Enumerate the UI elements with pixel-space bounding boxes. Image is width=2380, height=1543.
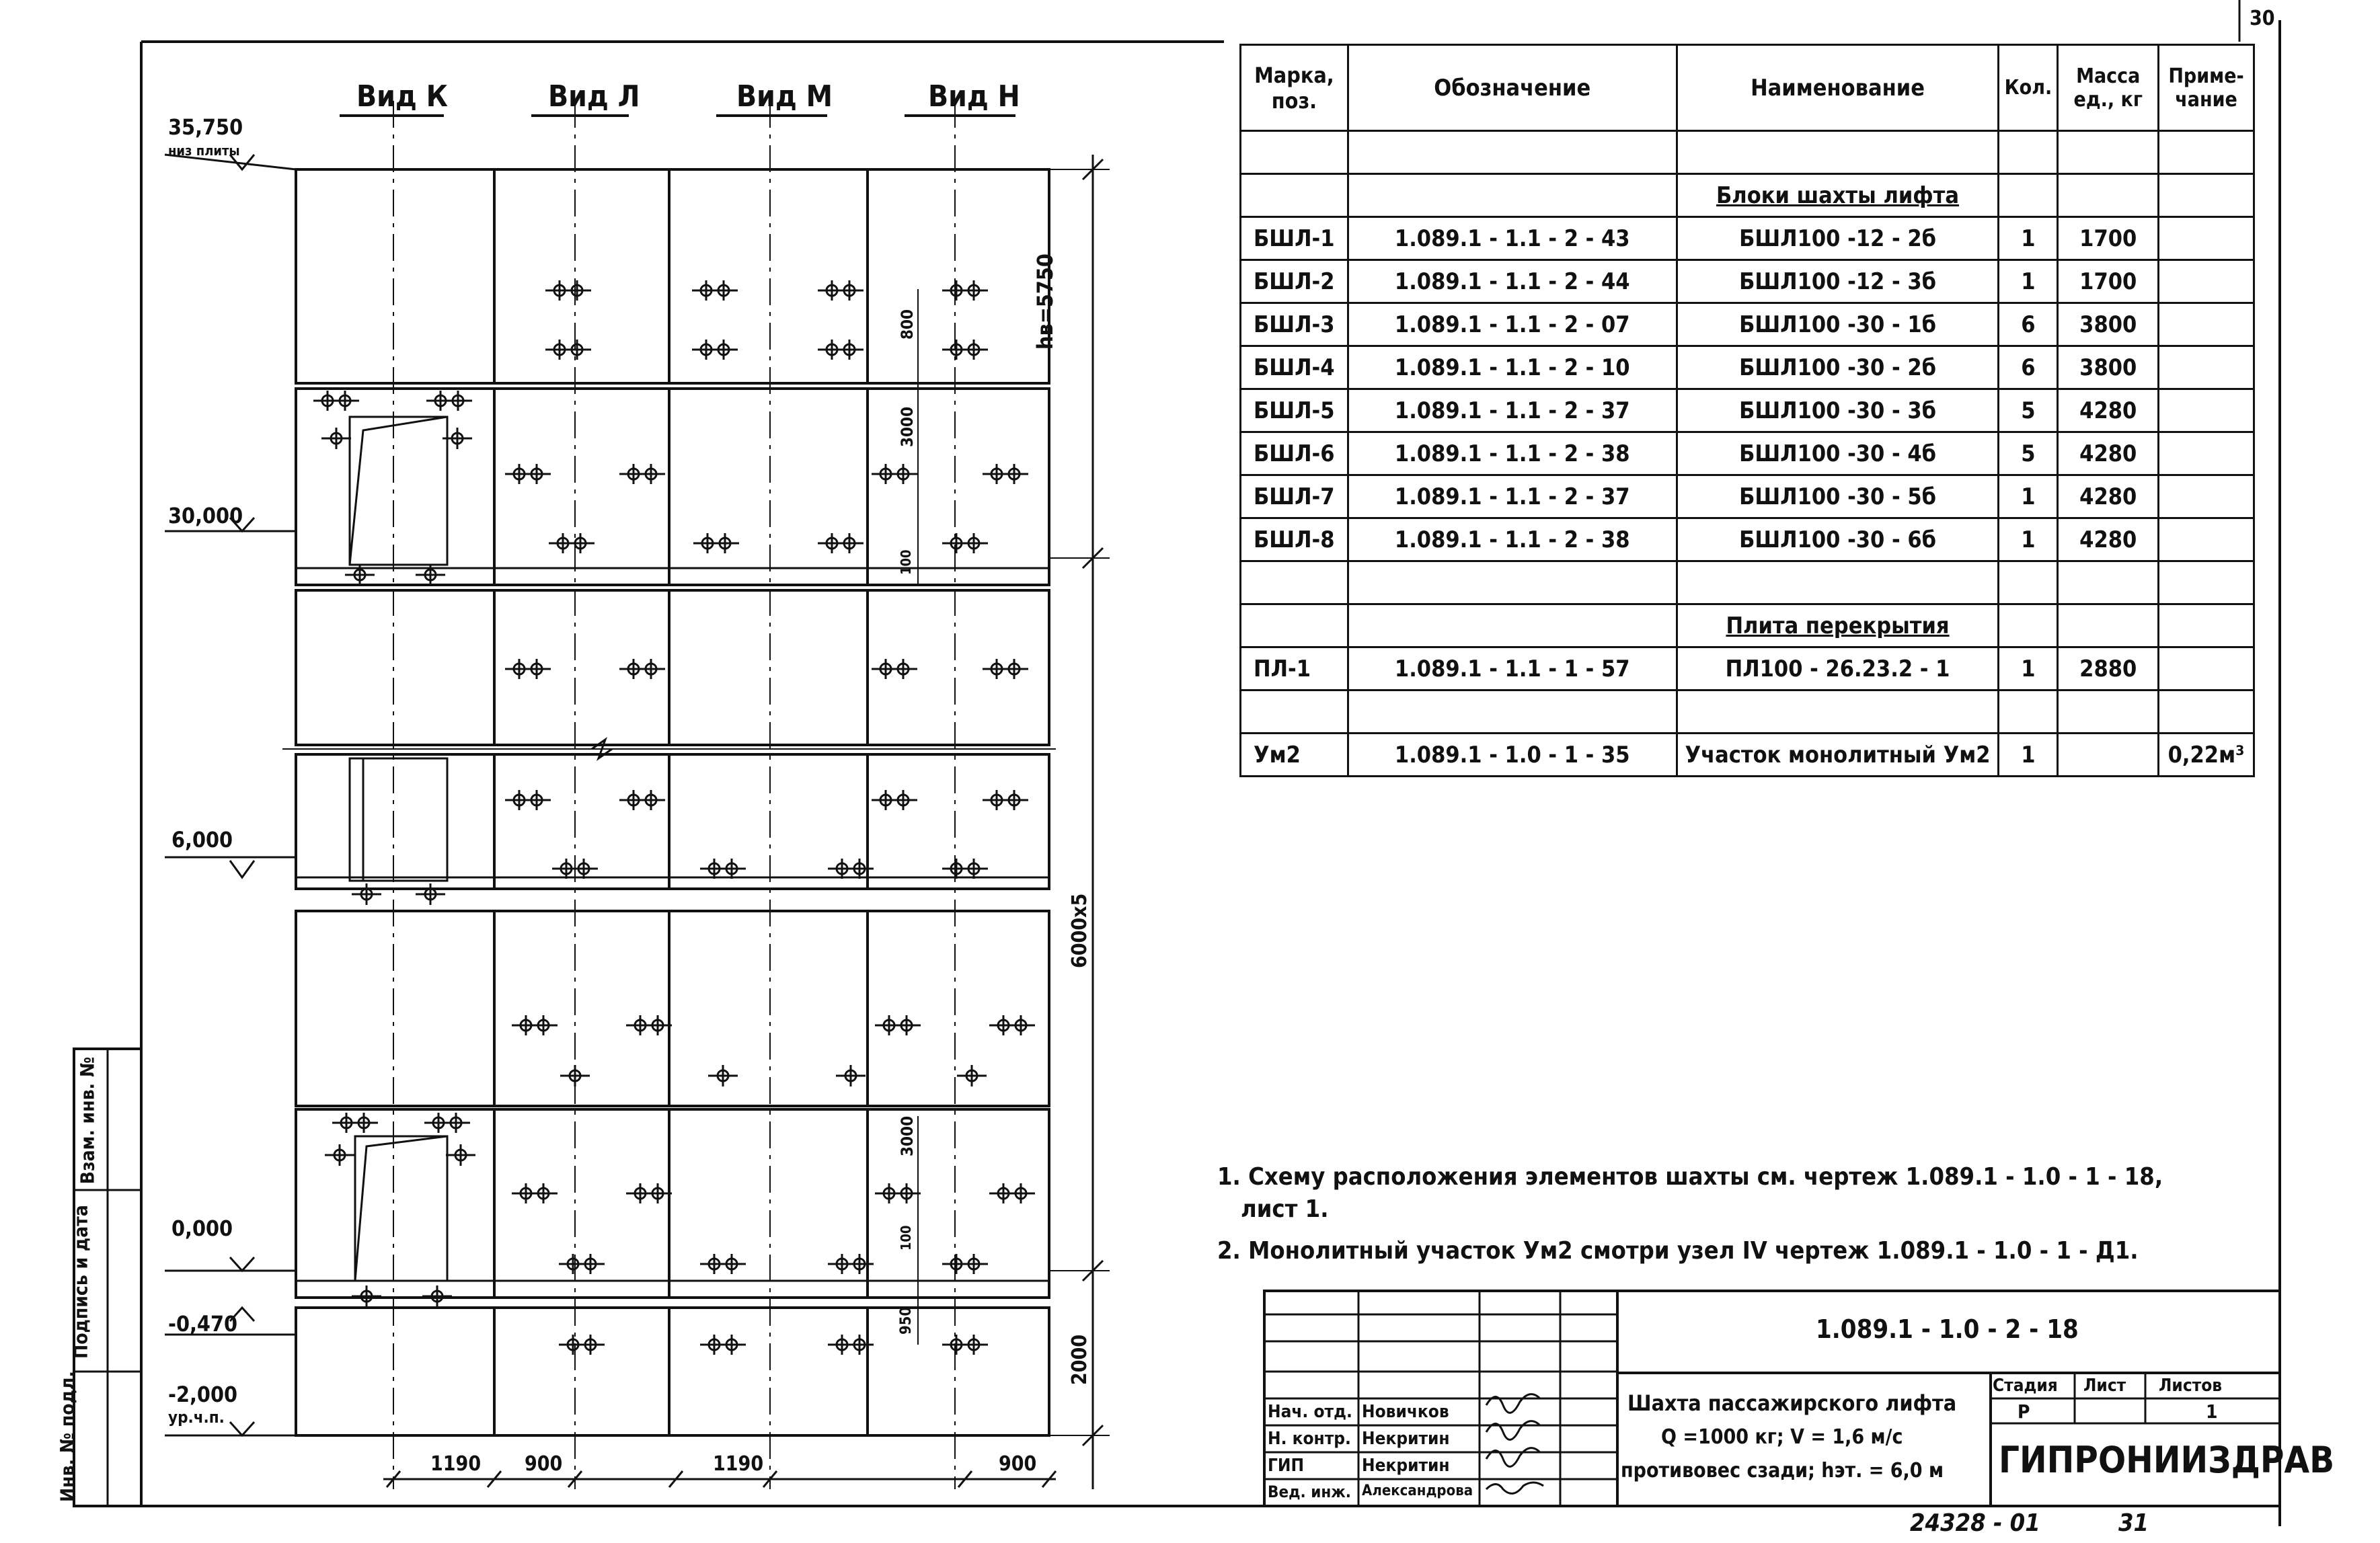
spec-cell: 1.089.1 - 1.1 - 2 - 38: [1348, 432, 1677, 475]
dim-bottom-2: 900: [525, 1452, 563, 1476]
title-line-1: Шахта пассажирского лифта: [1627, 1390, 1957, 1416]
sheet-corner-number: 30: [2250, 7, 2275, 30]
stage-value: Р: [2018, 1400, 2030, 1423]
spec-cell: 5: [1999, 389, 2058, 432]
note-1: 1. Схему расположения элементов шахты см. чертеж 1.089.1 - 1.0 - 1 - 18,: [1217, 1163, 2163, 1191]
title-line-3: противовес сзади; hэт. = 6,0 м: [1621, 1459, 1944, 1482]
signer-1-role: Нач. отд.: [1268, 1402, 1352, 1422]
dim-950: 950: [898, 1306, 915, 1335]
spec-cell: 1.089.1 - 1.1 - 2 - 10: [1348, 346, 1677, 389]
signer-1-name: Новичков: [1362, 1402, 1449, 1422]
spec-cell: 4280: [2058, 432, 2159, 475]
spec-cell: БШЛ100 -30 - 4б: [1677, 432, 1999, 475]
sheet-label: Лист: [2083, 1376, 2126, 1396]
view-title-k: Вид К: [356, 79, 448, 114]
spec-cell: 3800: [2058, 346, 2159, 389]
spec-cell: БШЛ100 -30 - 3б: [1677, 389, 1999, 432]
spec-cell: 1.089.1 - 1.1 - 2 - 38: [1348, 518, 1677, 561]
dim-3000a: 3000: [898, 406, 917, 447]
section-slab: Плита перекрытия: [1677, 604, 1999, 647]
spec-cell: 1: [1999, 734, 2058, 777]
spec-cell: БШЛ100 -30 - 5б: [1677, 475, 1999, 518]
side-stamp-vzam: Взам. инв. №: [76, 1056, 99, 1185]
dim-bottom-1: 1190: [430, 1452, 482, 1476]
header-qty: Кол.: [1999, 45, 2058, 131]
spec-cell: БШЛ-7: [1241, 475, 1348, 518]
note-2: 2. Монолитный участок Ум2 смотри узел IV чертеж 1.089.1 - 1.0 - 1 - Д1.: [1217, 1237, 2139, 1265]
dim-100b: 100: [898, 1225, 914, 1251]
spec-cell: 1: [1999, 217, 2058, 260]
spec-cell: 1.089.1 - 1.1 - 2 - 43: [1348, 217, 1677, 260]
spec-cell: 1.089.1 - 1.1 - 2 - 37: [1348, 475, 1677, 518]
level-35750-note: низ плиты: [168, 143, 240, 159]
level-6000: 6,000: [171, 827, 233, 853]
spec-cell: 4280: [2058, 518, 2159, 561]
spec-cell: 1700: [2058, 260, 2159, 303]
level-30000: 30,000: [168, 503, 243, 528]
spec-cell: 0,22м³: [2159, 734, 2254, 777]
dim-3000b: 3000: [898, 1115, 917, 1156]
spec-cell: 2880: [2058, 647, 2159, 690]
signer-2-name: Некритин: [1362, 1429, 1450, 1449]
spec-cell: БШЛ100 -12 - 2б: [1677, 217, 1999, 260]
dim-bottom-3: 1190: [713, 1452, 764, 1476]
header-note: Приме-чание: [2159, 45, 2254, 131]
spec-cell: 1: [1999, 475, 2058, 518]
spec-cell: 4280: [2058, 389, 2159, 432]
spec-cell: 1: [1999, 647, 2058, 690]
header-mark: Марка, поз.: [1241, 45, 1348, 131]
spec-cell: Ум2: [1241, 734, 1348, 777]
dim-pit: 2000: [1068, 1334, 1091, 1385]
sheets-value: 1: [2206, 1400, 2218, 1423]
spec-cell: 1.089.1 - 1.1 - 2 - 44: [1348, 260, 1677, 303]
level-0000: 0,000: [171, 1216, 233, 1241]
spec-cell: БШЛ-3: [1241, 303, 1348, 346]
title-doc-code: 1.089.1 - 1.0 - 2 - 18: [1816, 1314, 2079, 1344]
header-name: Наименование: [1677, 45, 1999, 131]
spec-cell: БШЛ-1: [1241, 217, 1348, 260]
section-shaft-blocks: Блоки шахты лифта: [1677, 174, 1999, 217]
header-designation: Обозначение: [1348, 45, 1677, 131]
view-title-l: Вид Л: [548, 79, 640, 114]
level-minus2000-note: ур.ч.п.: [168, 1408, 225, 1427]
spec-cell: ПЛ100 - 26.23.2 - 1: [1677, 647, 1999, 690]
dim-bottom-4: 900: [999, 1452, 1037, 1476]
spec-cell: 1: [1999, 518, 2058, 561]
spec-cell: ПЛ-1: [1241, 647, 1348, 690]
view-title-n: Вид Н: [928, 79, 1020, 114]
dim-floors: 6000x5: [1068, 893, 1091, 968]
side-stamp-inv: Инв. № подл.: [56, 1371, 79, 1502]
level-minus0470: -0,470: [168, 1311, 238, 1337]
title-line-2: Q =1000 кг; V = 1,6 м/с: [1661, 1425, 1903, 1449]
dim-800: 800: [898, 309, 917, 340]
spec-cell: 6: [1999, 303, 2058, 346]
spec-cell: БШЛ-2: [1241, 260, 1348, 303]
spec-cell: Участок монолитный Ум2: [1677, 734, 1999, 777]
signer-3-role: ГИП: [1268, 1456, 1305, 1476]
spec-cell: 1.089.1 - 1.0 - 1 - 35: [1348, 734, 1677, 777]
spec-cell: 1.089.1 - 1.1 - 1 - 57: [1348, 647, 1677, 690]
spec-cell: БШЛ-5: [1241, 389, 1348, 432]
spec-cell: 1.089.1 - 1.1 - 2 - 07: [1348, 303, 1677, 346]
dim-100a: 100: [898, 549, 914, 575]
signer-4-name: Александрова: [1362, 1482, 1473, 1499]
spec-cell: 4280: [2058, 475, 2159, 518]
spec-cell: 3800: [2058, 303, 2159, 346]
view-title-m: Вид М: [736, 79, 833, 114]
spec-cell: БШЛ-6: [1241, 432, 1348, 475]
stage-label: Стадия: [1993, 1376, 2058, 1396]
archive-sheet: 31: [2118, 1509, 2149, 1537]
spec-cell: БШЛ-8: [1241, 518, 1348, 561]
archive-number: 24328 - 01: [1910, 1509, 2040, 1537]
signer-3-name: Некритин: [1362, 1456, 1450, 1476]
organization-name: ГИПРОНИИЗДРАВ: [1999, 1439, 2335, 1481]
spec-cell: БШЛ100 -30 - 6б: [1677, 518, 1999, 561]
signer-4-role: Вед. инж.: [1268, 1482, 1351, 1501]
spec-cell: БШЛ100 -12 - 3б: [1677, 260, 1999, 303]
spec-cell: БШЛ100 -30 - 1б: [1677, 303, 1999, 346]
spec-cell: 1: [1999, 260, 2058, 303]
spec-cell: 1.089.1 - 1.1 - 2 - 37: [1348, 389, 1677, 432]
spec-cell: 6: [1999, 346, 2058, 389]
dim-hb: hв=5750: [1032, 253, 1058, 350]
note-1-cont: лист 1.: [1241, 1195, 1329, 1223]
level-35750: 35,750: [168, 114, 243, 140]
side-stamp-sign: Подпись и дата: [69, 1205, 92, 1359]
spec-cell: БШЛ100 -30 - 2б: [1677, 346, 1999, 389]
sheets-label: Листов: [2159, 1376, 2223, 1396]
level-minus2000: -2,000: [168, 1382, 238, 1407]
spec-cell: 5: [1999, 432, 2058, 475]
header-mass: Масса ед., кг: [2058, 45, 2159, 131]
spec-cell: 1700: [2058, 217, 2159, 260]
spec-cell: БШЛ-4: [1241, 346, 1348, 389]
signer-2-role: Н. контр.: [1268, 1429, 1351, 1449]
